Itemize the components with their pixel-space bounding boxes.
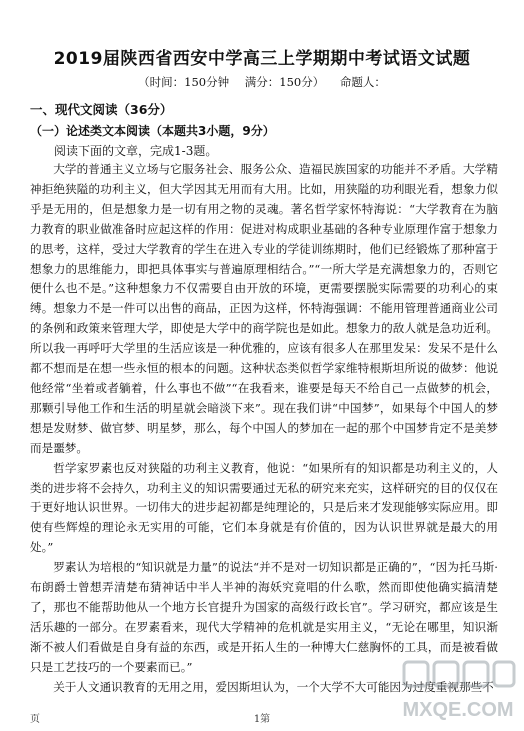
section-heading: 一、现代文阅读（36分）: [30, 102, 173, 117]
paragraph: 哲学家罗素也反对狭隘的功利主义教育，他说：“如果所有的知识都是功利主义的，人类的进步将不会持久，功利主义的知识需要通过无私的研究来充实，这样研究的目的仅仅在于更好地认识世界。一切伟大的进步起初都是纯理论的，只是后来才发现能够实际应用。即使有些辉煌的理论永无实用的可能，它们本身就是有价值的，因为认识世界就是最大的用处。”: [30, 460, 498, 555]
paragraph: 关于人文通识教育的无用之用，爱因斯坦认为，一个大学不大可能因为过度重视那些不: [53, 679, 494, 694]
exam-score: 满分：150分）: [244, 75, 325, 89]
watermark-text: MXQE.COM: [402, 699, 514, 721]
subsection-heading: （一）论述类文本阅读（本题共3小题，9分）: [30, 124, 275, 138]
paragraph: 罗素认为培根的“知识就是力量”的说法“并不是对一切知识都是正确的”，“因为托马斯·布朗爵士曾想弄清楚布猜神话中半人半神的海妖究竟唱的什么歌，然而即使他确实搞清楚了，那也不能帮助他从一个地方长官提升为国家的高级行政长官”。学习研究，都应该是生活乐趣的一部分。在罗素看来，现代大学精神的危机就是实用主义，“无论在哪里，知识渐渐不被人们看做是自身有益的东西，或是开拓人生的一种博大仁慈胸怀的工具，而是被看做只是工艺技巧的一个要素而已。”: [30, 560, 498, 674]
paragraph: 大学的普通主义立场与它服务社会、服务公众、造福民族国家的功能并不矛盾。大学精神拒绝狭隘的功利主义，但大学因其无用而有大用。比如，用狭隘的功利眼光看，想象力似乎是无用的，但是想象力是一切有用之物的灵魂。著名哲学家怀特海说：“大学教育在为脑力教育的职业做准备时应起这样的作用：促进对构成职业基础的各种专业原理作富于想象力的思考，这样，受过大学教育的学生在进入专业的学徒训练期时，他们已经锻炼了那种富于想象力的思维能力，即把具体事实与普遍原理相结合。”“一所大学是充满想象力的，否则它便什么也不是。”这种想象力不仅需要自由开放的环境，更需要摆脱实际需要的功利心的束缚。想象力不是一件可以出售的商品，正因为这样，怀特海强调：不能用管理普通商业公司的条例和政策来管理大学，即使是大学中的商学院也是如此。想象力的敌人就是急功近利。所以我一再呼吁大学里的生活应该是一种优雅的，应该有很多人在那里发呆：发呆不是什么都不想而是在想一些永恒的根本的问题。这种状态类似哲学家维特根斯坦所说的做梦：他说他经常“坐着或者躺着，什么事也不做”“在我看来，谁要是每天不给自己一点做梦的机会，那颗引导他工作和生活的明星就会暗淡下来”。现在我们讲“中国梦”，如果每个中国人的梦想是发财梦、做官梦、明星梦，那么，每个中国人的梦加在一起的那个中国梦肯定不是美梦而是噩梦。: [30, 162, 498, 455]
footer-left: 页: [30, 714, 40, 725]
reading-instruction: 阅读下面的文章，完成1-3题。: [54, 144, 218, 158]
exam-time: （时间：150分钟: [138, 75, 230, 89]
exam-title: 2019届陕西省西安中学高三上学期期中考试语文试题: [53, 49, 471, 69]
article-body: [30, 160, 498, 697]
exam-author: 命题人：: [339, 75, 386, 89]
page-number: 1第: [253, 714, 271, 725]
exam-meta: [0, 74, 524, 90]
